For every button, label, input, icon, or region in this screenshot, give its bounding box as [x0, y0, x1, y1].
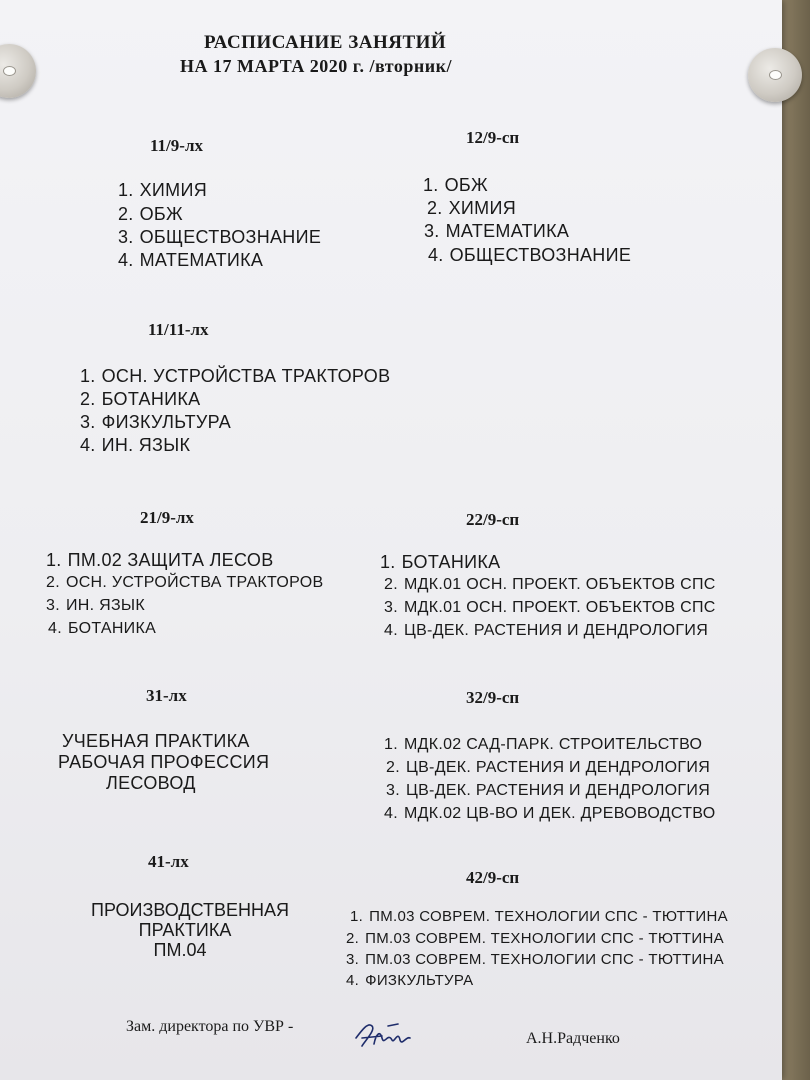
- group-heading: 22/9-сп: [466, 510, 520, 529]
- group-heading: 12/9-сп: [466, 128, 520, 147]
- group-heading: 31-лх: [146, 686, 187, 705]
- list-item: 3. ЦВ-ДЕК. РАСТЕНИЯ И ДЕНДРОЛОГИЯ: [386, 782, 711, 799]
- practice-line: ЛЕСОВОД: [106, 773, 196, 793]
- list-item: 3. ФИЗКУЛЬТУРА: [80, 412, 232, 432]
- list-item: 3. МАТЕМАТИКА: [424, 221, 570, 241]
- practice-line: РАБОЧАЯ ПРОФЕССИЯ: [58, 752, 270, 772]
- list-item: 4. ОБЩЕСТВОЗНАНИЕ: [428, 245, 632, 265]
- list-item: 4. ЦВ-ДЕК. РАСТЕНИЯ И ДЕНДРОЛОГИЯ: [384, 622, 709, 639]
- practice-line: ПМ.04: [153, 940, 207, 960]
- page-date: НА 17 МАРТА 2020 г. /вторник/: [180, 56, 452, 76]
- list-item: 1. МДК.02 САД-ПАРК. СТРОИТЕЛЬСТВО: [384, 736, 703, 753]
- list-item: 4. ИН. ЯЗЫК: [80, 435, 191, 455]
- group-heading: 41-лх: [148, 852, 189, 871]
- list-item: 2. ЦВ-ДЕК. РАСТЕНИЯ И ДЕНДРОЛОГИЯ: [386, 759, 711, 776]
- practice-line: УЧЕБНАЯ ПРАКТИКА: [62, 731, 250, 751]
- signatory-name: А.Н.Радченко: [526, 1030, 620, 1047]
- list-item: 1. ПМ.02 ЗАЩИТА ЛЕСОВ: [46, 550, 274, 570]
- signature-image: [352, 1016, 422, 1052]
- list-item: 2. ПМ.03 СОВРЕМ. ТЕХНОЛОГИИ СПС - ТЮТТИНА: [346, 930, 724, 947]
- list-item: 1. ХИМИЯ: [118, 180, 207, 200]
- list-item: 1. ОБЖ: [423, 175, 488, 195]
- list-item: 1. ПМ.03 СОВРЕМ. ТЕХНОЛОГИИ СПС - ТЮТТИНА: [350, 908, 728, 925]
- list-item: 3. ПМ.03 СОВРЕМ. ТЕХНОЛОГИИ СПС - ТЮТТИНА: [346, 951, 724, 968]
- magnet-right: [748, 48, 802, 102]
- group-heading: 42/9-сп: [466, 868, 520, 887]
- group-heading: 32/9-сп: [466, 688, 520, 707]
- practice-line: ПРАКТИКА: [138, 920, 232, 940]
- page-title: РАСПИСАНИЕ ЗАНЯТИЙ: [204, 32, 447, 53]
- list-item: 4. ФИЗКУЛЬТУРА: [346, 972, 474, 989]
- group-heading: 11/9-лх: [150, 136, 203, 155]
- group-heading: 21/9-лх: [140, 508, 194, 527]
- list-item: 2. БОТАНИКА: [80, 389, 201, 409]
- list-item: 3. ОБЩЕСТВОЗНАНИЕ: [118, 227, 322, 247]
- magnet-left: [0, 44, 36, 98]
- list-item: 1. ОСН. УСТРОЙСТВА ТРАКТОРОВ: [80, 366, 391, 386]
- list-item: 2. ОБЖ: [118, 204, 183, 224]
- list-item: 2. ХИМИЯ: [427, 198, 516, 218]
- list-item: 4. МАТЕМАТИКА: [118, 250, 264, 270]
- list-item: 4. МДК.02 ЦВ-ВО И ДЕК. ДРЕВОВОДСТВО: [384, 805, 716, 822]
- list-item: 2. МДК.01 ОСН. ПРОЕКТ. ОБЪЕКТОВ СПС: [384, 576, 716, 593]
- practice-line: ПРОИЗВОДСТВЕННАЯ: [91, 900, 289, 920]
- signatory-position: Зам. директора по УВР -: [126, 1018, 294, 1035]
- list-item: 1. БОТАНИКА: [380, 552, 501, 572]
- group-heading: 11/11-лх: [148, 320, 209, 339]
- list-item: 2. ОСН. УСТРОЙСТВА ТРАКТОРОВ: [46, 574, 324, 591]
- list-item: 4. БОТАНИКА: [48, 620, 157, 637]
- list-item: 3. ИН. ЯЗЫК: [46, 597, 146, 614]
- list-item: 3. МДК.01 ОСН. ПРОЕКТ. ОБЪЕКТОВ СПС: [384, 599, 716, 616]
